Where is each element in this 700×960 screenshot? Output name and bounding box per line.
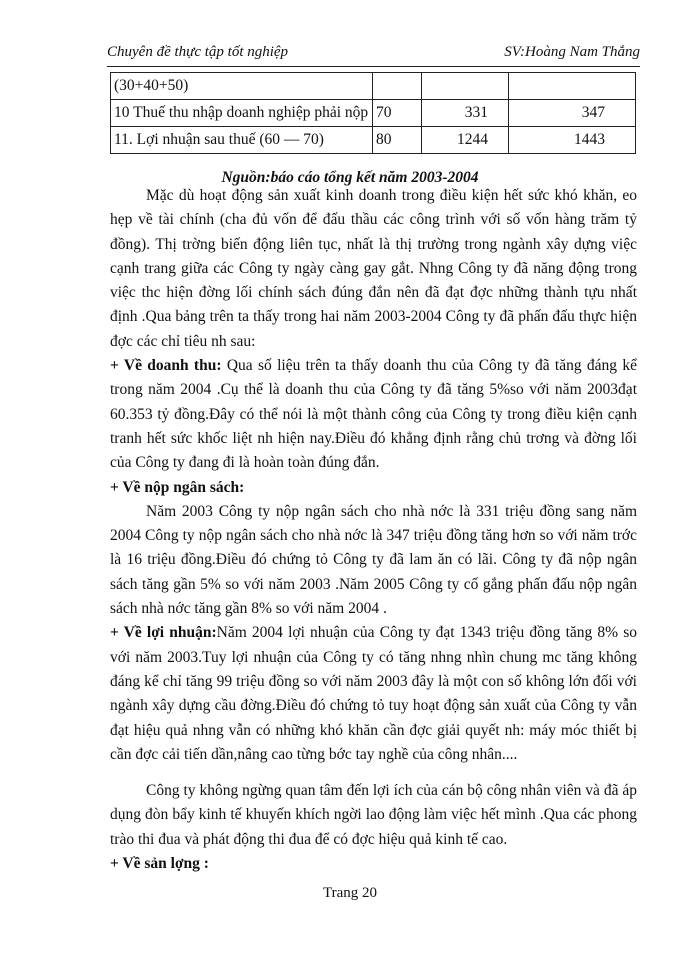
document-body — [110, 184, 637, 876]
paragraph-revenue-text: Qua số liệu trên ta thấy doanh thu của Công ty đã tăng đáng kể trong năm 2004 .Cụ thể là doanh thu của Công ty đã tăng 5%so với năm 2003đạt 60.353 tỷ đồng.Đây có thể nói là một thành công của Công ty trong điều kiện cạnh tranh hết sức khốc liệt nh hiện nay.Điều đó khẳng định rằng chủ trơng và đờng lối của Công ty đang đi là hoàn toàn đúng đắn. — [110, 357, 638, 472]
table-row — [111, 73, 636, 100]
table-cell: 347 — [509, 100, 636, 127]
header-author: SV:Hoàng Nam Thắng — [504, 44, 640, 60]
table-cell — [373, 73, 422, 100]
table-row — [111, 127, 636, 154]
paragraph-budget: Năm 2003 Công ty nộp ngân sách cho nhà nớc là 331 triệu đồng sang năm 2004 Công ty nộp ngân sách cho nhà nớc là 347 triệu đồng tăng hơn so với năm trớc là 16 triệu đồng.Điều đó chứng tỏ Công ty đã lam ăn có lãi. Công ty đã nộp ngân sách tăng gần 5% so với năm 2003 .Năm 2005 Công ty cố gắng phấn đấu nộp ngân sách nhà nớc tăng gần 8% so với năm 2004 . — [110, 502, 637, 618]
page-number: Trang 20 — [322, 885, 378, 901]
page-header — [107, 44, 640, 66]
section-label-revenue: + Về doanh thu: — [110, 357, 222, 375]
table-cell: 1443 — [509, 127, 636, 154]
paragraph-intro: Mặc dù hoạt động sản xuất kinh doanh trong điều kiện hết sức khó khăn, eo hẹp về tài chính (cha đủ vốn để đấu thầu các công trình với số vốn hàng trăm tỷ đồng). Thị trờng biến động liên tục, nhất là thị trường trong ngành xây dựng việc cạnh trang giữa các Công ty ngày càng gay gắt. Nhng Công ty đã năng động trong việc thc hiện đờng lối chính sách đúng đắn nên đã đạt đợc những thành tựu nhất định .Qua bảng trên ta thấy trong hai năm 2003-2004 Công ty đã phấn đấu thực hiện đợc các chỉ tiêu nh sau: — [110, 187, 637, 350]
paragraph-profit-text: Năm 2004 lợi nhuận của Công ty đạt 1343 triệu đồng tăng 8% so với năm 2003.Tuy lợi nhuận của Công ty có tăng nhng nhìn chung mc tăng không đáng kể chỉ tăng 99 triệu đồng so với năm 2003 đây là một con số không lớn đối với ngành xây dựng cầu đờng.Điều đó chứng tỏ tuy hoạt động sản xuất của Công ty vẫn đạt hiệu quả nhng vẫn có những khó khăn cần đợc giải quyết nh: máy móc thiết bị cần đợc cải tiến dần,nâng cao từng bớc tay nghề của công nhân.... — [110, 624, 637, 763]
table-cell — [509, 73, 636, 100]
table-source-caption: Nguồn:báo cáo tổng kết năm 2003-2004 — [221, 169, 479, 186]
section-heading-budget: + Về nộp ngân sách: — [110, 478, 245, 496]
table-cell — [421, 73, 508, 100]
header-divider — [107, 66, 640, 67]
paragraph-revenue — [110, 354, 637, 475]
section-heading-output: + Về sản lợng : — [110, 855, 209, 873]
paragraph-profit — [110, 621, 637, 767]
table-cell: 10 Thuế thu nhập doanh nghiệp phải nộp — [111, 100, 373, 127]
table-cell: 331 — [421, 100, 508, 127]
paragraph-incentives: Công ty không ngừng quan tâm đến lợi ích của cán bộ công nhân viên và đã áp dụng đòn bẩy kinh tế khuyến khích ngời lao động làm việc hết mình .Qua các phong trào thi đua và phát động thi đua để có đợc hiệu quả kinh tế cao. — [110, 782, 637, 848]
table-cell: 70 — [373, 100, 422, 127]
header-title: Chuyên đề thực tập tốt nghiệp — [107, 44, 289, 60]
table-row — [111, 100, 636, 127]
table-cell: 80 — [373, 127, 422, 154]
table-cell: (30+40+50) — [111, 73, 373, 100]
table-cell: 11. Lợi nhuận sau thuế (60 — 70) — [111, 127, 373, 154]
section-label-profit: + Về lợi nhuận: — [110, 624, 217, 642]
financial-table — [110, 72, 636, 154]
table-cell: 1244 — [421, 127, 508, 154]
